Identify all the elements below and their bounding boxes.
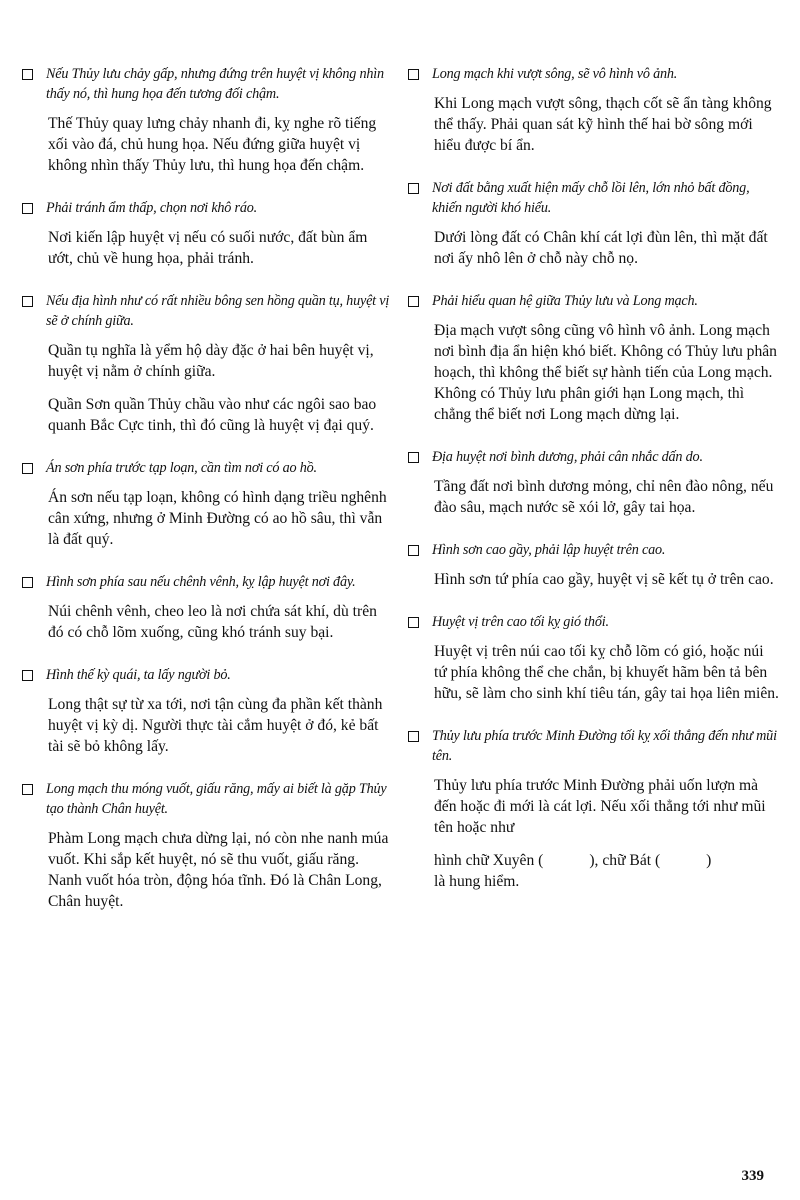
heading-text: Hình sơn cao gầy, phải lập huyệt trên cao. <box>432 542 666 558</box>
entry <box>408 540 780 590</box>
checkbox-bullet-icon <box>22 296 33 307</box>
entry <box>22 779 390 912</box>
entry <box>408 447 780 518</box>
checkbox-bullet-icon <box>22 670 33 681</box>
entry-heading <box>408 726 780 766</box>
body-paragraph: Hình sơn tứ phía cao gầy, huyệt vị sẽ kết tụ ở trên cao. <box>434 571 774 588</box>
checkbox-bullet-icon <box>408 452 419 463</box>
entry <box>408 178 780 269</box>
tail-text-close: ) <box>706 852 712 869</box>
checkbox-bullet-icon <box>22 463 33 474</box>
entry-heading <box>408 612 780 632</box>
checkbox-bullet-icon <box>22 69 33 80</box>
heading-text: Hình thế kỳ quái, ta lấy người bỏ. <box>46 667 231 683</box>
body-paragraph: Địa mạch vượt sông cũng vô hình vô ảnh. Long mạch nơi bình địa ẩn hiện khó biết. Không có Thủy lưu phân hoạch, thì không thể biết sự hành tiến của Long mạch. Không có Thủy lưu phân giới hạn Long mạch, thì chẳng thể biết nơi Long mạch dừng lại. <box>434 322 777 423</box>
checkbox-bullet-icon <box>22 784 33 795</box>
checkbox-bullet-icon <box>408 545 419 556</box>
entry <box>408 291 780 425</box>
body-paragraph: Phàm Long mạch chưa dừng lại, nó còn nhe nanh múa vuốt. Khi sắp kết huyệt, nó sẽ thu vuốt, giấu răng. Nanh vuốt hóa tròn, động hóa tĩnh. Đó là Chân Long, Chân huyệt. <box>48 830 389 910</box>
heading-text: Long mạch thu móng vuốt, giấu răng, mấy ai biết là gặp Thủy tạo thành Chân huyệt. <box>46 781 387 817</box>
checkbox-bullet-icon <box>408 617 419 628</box>
body-paragraph: Quần tụ nghĩa là yểm hộ dày đặc ở hai bên huyệt vị, huyệt vị nằm ở chính giữa. <box>48 342 374 380</box>
heading-text: Nếu Thủy lưu chảy gấp, nhưng đứng trên huyệt vị không nhìn thấy nó, thì hung họa đến tương đối chậm. <box>46 66 384 102</box>
entry-heading <box>22 291 390 331</box>
entry <box>22 64 390 176</box>
heading-text: Phải tránh ẩm thấp, chọn nơi khô ráo. <box>46 200 258 216</box>
entry-heading <box>408 291 780 311</box>
body-paragraph: Huyệt vị trên núi cao tối kỵ chỗ lõm có gió, hoặc núi tứ phía không thể che chắn, bị khuyết hãm bên tả bên hữu, sẽ làm cho sinh khí tiêu tán, gây tai họa liên miên. <box>434 643 779 702</box>
entry <box>22 291 390 436</box>
entry <box>408 64 780 156</box>
heading-text: Án sơn phía trước tạp loạn, cần tìm nơi có ao hồ. <box>46 460 317 476</box>
entry-heading <box>408 178 780 218</box>
body-paragraph: Khi Long mạch vượt sông, thạch cốt sẽ ẩn tàng không thể thấy. Phải quan sát kỹ hình thế hai bờ sông mới hiểu được bí ẩn. <box>434 95 772 154</box>
entry <box>22 572 390 643</box>
entry-heading <box>408 64 780 84</box>
heading-text: Nếu địa hình như có rất nhiều bông sen hồng quần tụ, huyệt vị sẽ ở chính giữa. <box>46 293 390 329</box>
heading-text: Nơi đất bằng xuất hiện mấy chỗ lồi lên, lớn nhỏ bất đồng, khiến người khó hiểu. <box>432 180 750 216</box>
tail-text-bat: ), chữ Bát ( <box>589 852 661 869</box>
checkbox-bullet-icon <box>408 69 419 80</box>
checkbox-bullet-icon <box>22 203 33 214</box>
entry-heading <box>408 447 780 467</box>
body-paragraph: Quần Sơn quần Thủy chầu vào như các ngôi sao bao quanh Bắc Cực tinh, thì đó cũng là huyệt vị đại quý. <box>48 396 377 434</box>
heading-text: Hình sơn phía sau nếu chênh vênh, kỵ lập huyệt nơi đây. <box>46 574 356 590</box>
entry <box>22 458 390 550</box>
body-paragraph: Tầng đất nơi bình dương mỏng, chỉ nên đào nông, nếu đào sâu, mạch nước sẽ xói lở, gây tai họa. <box>434 478 774 516</box>
entry <box>408 726 780 892</box>
body-paragraph: Long thật sự từ xa tới, nơi tận cùng đa phần kết thành huyệt vị kỳ dị. Người thực tài cắm huyệt ở đó, kẻ bất tài sẽ bỏ không lấy. <box>48 696 383 755</box>
heading-text: Địa huyệt nơi bình dương, phải cân nhắc dấn do. <box>432 449 703 465</box>
right-column <box>408 64 780 914</box>
checkbox-bullet-icon <box>22 577 33 588</box>
entry-heading <box>22 64 390 104</box>
body-paragraph: Án sơn nếu tạp loạn, không có hình dạng triều nghênh cân xứng, nhưng ở Minh Đường có ao hồ sâu, thì vẫn là đất quý. <box>48 489 387 548</box>
entry-heading <box>22 458 390 478</box>
page-number: 339 <box>741 1168 764 1184</box>
tail-text-end: là hung hiểm. <box>434 873 520 890</box>
heading-text: Thủy lưu phía trước Minh Đường tối kỵ xối thẳng đến như mũi tên. <box>432 728 777 764</box>
checkbox-bullet-icon <box>408 296 419 307</box>
entry-heading <box>22 665 390 685</box>
checkbox-bullet-icon <box>408 731 419 742</box>
left-column <box>22 64 390 934</box>
entry-heading <box>22 198 390 218</box>
body-paragraph: Núi chênh vênh, cheo leo là nơi chứa sát khí, dù trên đó có chỗ lõm xuống, cũng khó tránh suy bại. <box>48 603 377 641</box>
entry <box>22 665 390 757</box>
heading-text: Phải hiểu quan hệ giữa Thủy lưu và Long mạch. <box>432 293 698 309</box>
entry <box>22 198 390 269</box>
tail-text-xuyen: hình chữ Xuyên ( <box>434 852 544 869</box>
body-paragraph-tail <box>434 850 780 892</box>
entry-heading <box>22 779 390 819</box>
entry-heading <box>22 572 390 592</box>
heading-text: Huyệt vị trên cao tối kỵ gió thổi. <box>432 614 609 630</box>
entry <box>408 612 780 704</box>
entry-heading <box>408 540 780 560</box>
checkbox-bullet-icon <box>408 183 419 194</box>
heading-text: Long mạch khi vượt sông, sẽ vô hình vô ảnh. <box>432 66 678 82</box>
body-paragraph: Dưới lòng đất có Chân khí cát lợi đùn lên, thì mặt đất nơi ấy nhô lên ở chỗ này chỗ nọ. <box>434 229 768 267</box>
body-paragraph: Thế Thủy quay lưng chảy nhanh đi, kỵ nghe rõ tiếng xối vào đá, chủ hung họa. Nếu đứng giữa huyệt vị không nhìn thấy Thủy lưu, thì hung họa đến chậm. <box>48 115 377 174</box>
body-paragraph: Nơi kiến lập huyệt vị nếu có suối nước, đất bùn ẩm ướt, chủ về hung họa, phải tránh. <box>48 229 368 267</box>
body-paragraph: Thủy lưu phía trước Minh Đường phải uốn lượn mà đến hoặc đi mới là cát lợi. Nếu xối thẳng tới như mũi tên hoặc như <box>434 777 766 836</box>
